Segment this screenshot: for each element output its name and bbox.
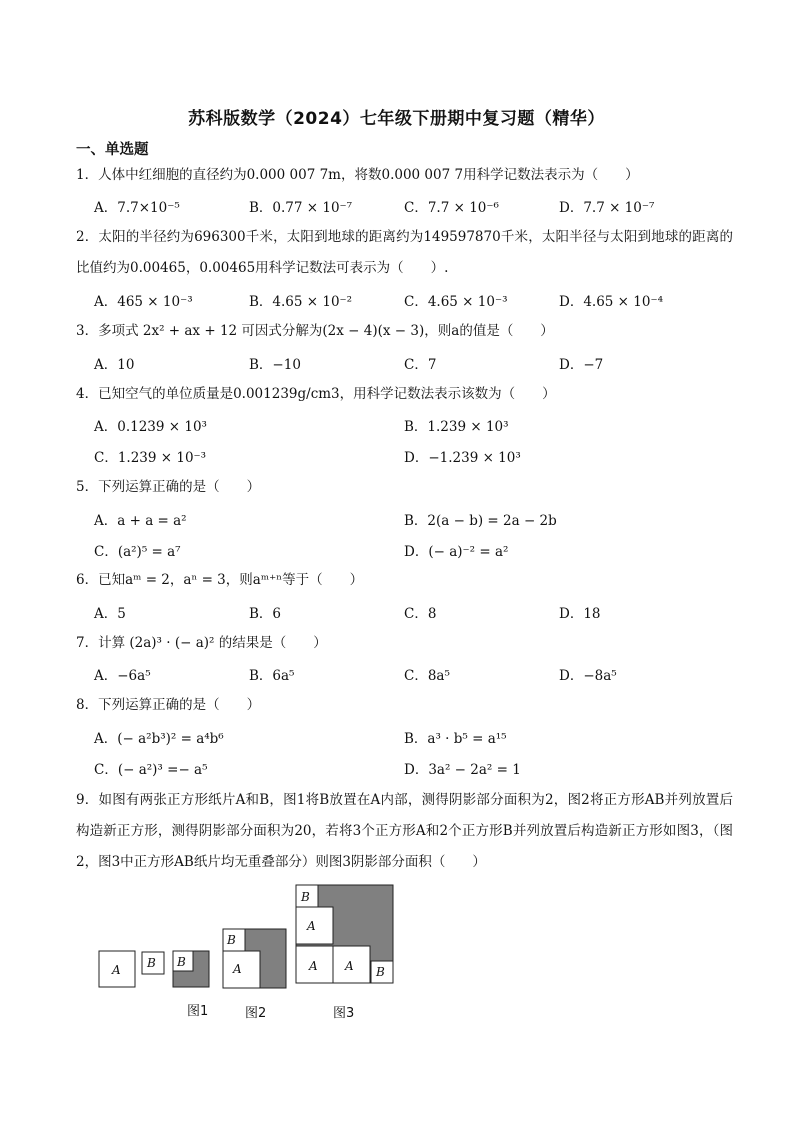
option-7-b[interactable]: B．6a⁵ — [249, 668, 295, 684]
option-5-d[interactable]: D．(− a)⁻² = a² — [404, 544, 509, 560]
fig1-label-b: B — [147, 956, 156, 970]
option-8-c[interactable]: C．(− a²)³ =− a⁵ — [94, 762, 208, 778]
option-5-c[interactable]: C．(a²)⁵ = a⁷ — [94, 544, 181, 560]
option-2-b[interactable]: B．4.65 × 10⁻² — [249, 294, 353, 310]
option-1-c[interactable]: C．7.7 × 10⁻⁶ — [404, 200, 499, 216]
options-row-8a — [94, 727, 753, 749]
squares-figure-svg — [96, 882, 416, 1022]
squares-figure — [96, 882, 416, 1022]
option-1-d[interactable]: D．7.7 × 10⁻⁷ — [559, 200, 655, 216]
option-7-a[interactable]: A．−6a⁵ — [94, 668, 151, 684]
question-stem-9: 9．如图有两张正方形纸片A和B，图1将B放置在A内部，测得阴影部分面积为2，图2将正方形AB并列放置后构造新正方形，测得阴影部分面积为20，若将3个正方形A和2个正方形B并列放置后构造新正方形如图3，（图2，图3中正方形AB纸片均无重叠部分）则图3阴影部分面积（ ） — [76, 792, 733, 870]
fig2-label-b: B — [227, 933, 236, 947]
option-8-d[interactable]: D．3a² − 2a² = 1 — [404, 762, 521, 778]
option-3-c[interactable]: C．7 — [404, 357, 437, 373]
options-row-5b — [94, 540, 753, 562]
option-2-d[interactable]: D．4.65 × 10⁻⁴ — [559, 294, 663, 310]
options-row-4b — [94, 446, 753, 468]
option-7-d[interactable]: D．−8a⁵ — [559, 668, 617, 684]
options-row-3 — [94, 353, 753, 375]
question-stem-2: 2．太阳的半径约为696300千米，太阳到地球的距离约为149597870千米，太阳半径与太阳到地球的距离的比值约为0.00465，0.00465用科学记数法可表示为（ ）. — [76, 229, 733, 276]
options-row-8b — [94, 758, 753, 780]
option-4-d[interactable]: D．−1.239 × 10³ — [404, 450, 521, 466]
question-stem-8: 8．下列运算正确的是（ ） — [76, 697, 261, 713]
question-stem-6: 6．已知aᵐ = 2，aⁿ = 3，则aᵐ⁺ⁿ等于（ ） — [76, 572, 364, 588]
option-2-a[interactable]: A．465 × 10⁻³ — [94, 294, 193, 310]
question-stem-4: 4．已知空气的单位质量是0.001239g/cm3，用科学记数法表示该数为（ ） — [76, 386, 556, 402]
fig2-label-a: A — [233, 962, 242, 976]
option-6-d[interactable]: D．18 — [559, 606, 601, 622]
question-stem-3: 3．多项式 2x² + ax + 12 可因式分解为(2x − 4)(x − 3)，则a的值是（ ） — [76, 323, 554, 339]
option-6-c[interactable]: C．8 — [404, 606, 437, 622]
option-3-a[interactable]: A．10 — [94, 357, 135, 373]
option-5-a[interactable]: A．a + a = a² — [94, 513, 187, 529]
options-row-2 — [94, 290, 753, 312]
option-1-a[interactable]: A．7.7×10⁻⁵ — [94, 200, 180, 216]
option-7-c[interactable]: C．8a⁵ — [404, 668, 450, 684]
option-8-b[interactable]: B．a³ · b⁵ = a¹⁵ — [404, 731, 507, 747]
fig1-label-a: A — [112, 963, 121, 977]
option-4-c[interactable]: C．1.239 × 10⁻³ — [94, 450, 207, 466]
fig3-label-a-bottom-left: A — [309, 959, 318, 973]
options-row-6 — [94, 602, 753, 624]
question-stem-7: 7．计算 (2a)³ · (− a)² 的结果是（ ） — [76, 635, 327, 651]
fig3-label-a-bottom-mid: A — [345, 959, 354, 973]
options-row-7 — [94, 664, 753, 686]
caption-fig1: 图1 — [187, 1004, 209, 1019]
fig3-label-b-top: B — [301, 890, 310, 904]
fig3-label-b-bottom: B — [376, 965, 385, 979]
option-1-b[interactable]: B．0.77 × 10⁻⁷ — [249, 200, 353, 216]
options-row-1 — [94, 196, 753, 218]
caption-fig3: 图3 — [333, 1006, 355, 1021]
option-8-a[interactable]: A．(− a²b³)² = a⁴b⁶ — [94, 731, 224, 747]
option-5-b[interactable]: B．2(a − b) = 2a − 2b — [404, 513, 557, 529]
question-stem-1: 1．人体中红细胞的直径约为0.000 007 7m，将数0.000 007 7用科学记数法表示为（ ） — [76, 167, 639, 183]
option-3-d[interactable]: D．−7 — [559, 357, 604, 373]
fig1-inner-label-b: B — [177, 955, 186, 969]
option-6-a[interactable]: A．5 — [94, 606, 126, 622]
option-6-b[interactable]: B．6 — [249, 606, 282, 622]
option-4-a[interactable]: A．0.1239 × 10³ — [94, 419, 207, 435]
option-2-c[interactable]: C．4.65 × 10⁻³ — [404, 294, 508, 310]
options-row-4a — [94, 415, 753, 437]
section-heading: 一、单选题 — [76, 142, 149, 158]
fig3-label-a-mid: A — [307, 919, 316, 933]
question-stem-5: 5．下列运算正确的是（ ） — [76, 479, 261, 495]
option-4-b[interactable]: B．1.239 × 10³ — [404, 419, 509, 435]
page-title: 苏科版数学（2024）七年级下册期中复习题（精华） — [188, 109, 605, 129]
option-3-b[interactable]: B．−10 — [249, 357, 301, 373]
caption-fig2: 图2 — [245, 1006, 267, 1021]
options-row-5a — [94, 509, 753, 531]
